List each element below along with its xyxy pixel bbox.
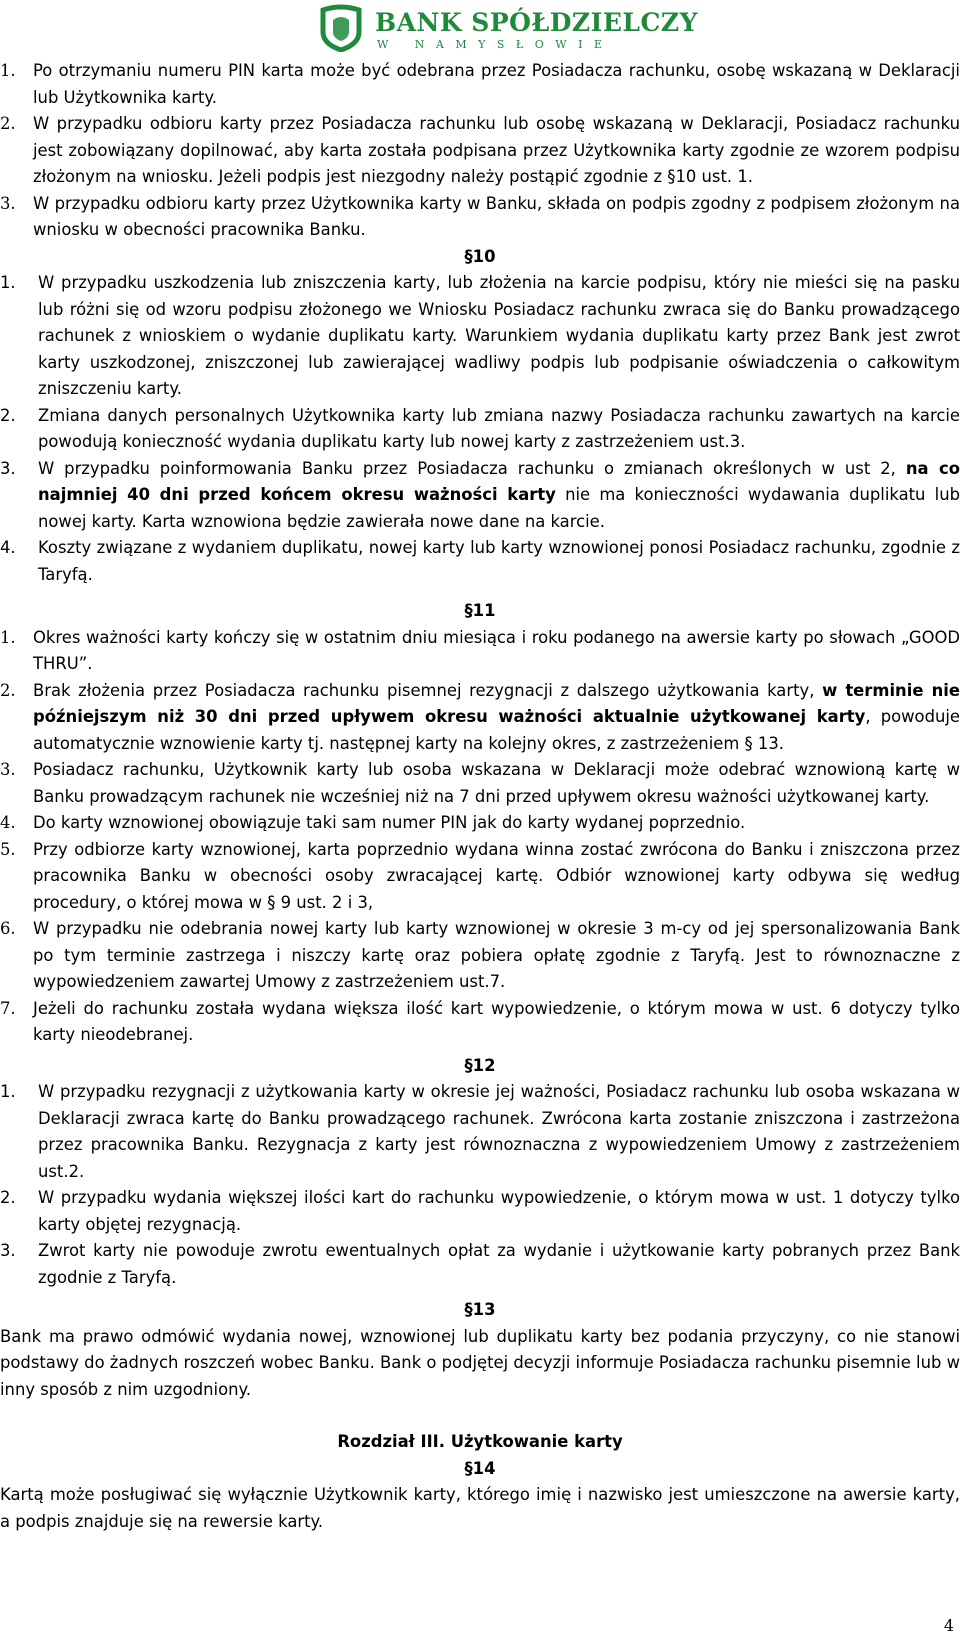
page-header bbox=[0, 0, 960, 58]
item-text: W przypadku odbioru karty przez Posiadacza rachunku lub osobę wskazaną w Deklaracji, Posiadacz rachunku jest zobowiązany dopilnować, aby karta została podpisana przez Użytkownika karty zgodnie ze wzorem podpisu złożonym na wniosku. Jeżeli podpis jest niezgodny należy postąpić zgodnie z §10 ust. 1. bbox=[33, 114, 960, 186]
item-number: 1. bbox=[0, 273, 16, 292]
list-item bbox=[0, 456, 960, 536]
item-text: Brak złożenia przez Posiadacza rachunku pisemnej rezygnacji z dalszego użytkowania karty, bbox=[33, 680, 823, 700]
item-text: Posiadacz rachunku, Użytkownik karty lub osoba wskazana w Deklaracji może odebrać wznowioną kartę w Banku prowadzącym rachunek nie wcześniej niż na 7 dni przed upływem okresu ważności użytkowanej karty. bbox=[33, 760, 960, 806]
item-text: Jeżeli do rachunku została wydana większa ilość kart wypowiedzenie, o którym mowa w ust. 6 dotyczy tylko karty nieodebranej. bbox=[33, 998, 960, 1044]
section-11 bbox=[0, 598, 960, 1049]
item-number: 1. bbox=[0, 61, 16, 80]
bank-emblem-icon bbox=[315, 4, 367, 52]
section-heading: §10 bbox=[464, 246, 496, 266]
list-item bbox=[0, 996, 960, 1049]
item-number: 1. bbox=[0, 627, 16, 647]
section-10 bbox=[0, 244, 960, 589]
item-number: 3. bbox=[0, 760, 16, 779]
list-item bbox=[0, 1079, 960, 1185]
logo-title: BANK SPÓŁDZIELCZY bbox=[375, 8, 698, 37]
list-item bbox=[0, 270, 960, 403]
item-number: 2. bbox=[0, 1188, 16, 1207]
list-item bbox=[0, 916, 960, 996]
section-12 bbox=[0, 1053, 960, 1292]
list-item bbox=[0, 1238, 960, 1291]
list-item bbox=[0, 678, 960, 758]
item-text-bold: w terminie nie późniejszym niż 30 dni przed upływem okresu ważności aktualnie użytkowanej karty bbox=[33, 680, 960, 726]
section-heading: §14 bbox=[464, 1458, 496, 1478]
item-number: 4. bbox=[0, 538, 16, 557]
list-item bbox=[0, 111, 960, 191]
document-body bbox=[0, 58, 960, 1535]
section-heading: §12 bbox=[464, 1055, 496, 1075]
list-item bbox=[0, 757, 960, 810]
section-9-continuation bbox=[0, 58, 960, 244]
item-text: , powoduje automatycznie wznowienie karty tj. następnej karty na kolejny okres, z zastrzeżeniem § 13. bbox=[33, 707, 960, 753]
chapter-heading: Rozdział III. Użytkowanie karty bbox=[337, 1432, 623, 1451]
list-item bbox=[0, 58, 960, 111]
item-number: 3. bbox=[0, 193, 16, 213]
item-text-bold: na co najmniej 40 dni przed końcem okresu ważności karty bbox=[38, 458, 960, 504]
item-number: 4. bbox=[0, 813, 16, 832]
item-number: 3. bbox=[0, 1241, 16, 1260]
item-number: 6. bbox=[0, 919, 16, 938]
paragraph: Bank ma prawo odmówić wydania nowej, wznowionej lub duplikatu karty bez podania przyczyny, co nie stanowi podstawy do żadnych roszczeń wobec Banku. Bank o podjętej decyzji informuje Posiadacza rachunku pisemnie lub w inny sposób z nim uzgodniony. bbox=[0, 1326, 960, 1399]
list-item bbox=[0, 403, 960, 456]
item-number: 7. bbox=[0, 998, 16, 1018]
item-text: Do karty wznowionej obowiązuje taki sam numer PIN jak do karty wydanej poprzednio. bbox=[33, 813, 746, 832]
item-text: W przypadku wydania większej ilości kart do rachunku wypowiedzenie, o którym mowa w ust. 1 dotyczy tylko karty objętej rezygnacją. bbox=[38, 1188, 960, 1234]
list-item bbox=[0, 191, 960, 244]
item-text: Okres ważności karty kończy się w ostatnim dniu miesiąca i roku podanego na awersie karty po słowach „GOOD THRU”. bbox=[33, 627, 960, 673]
item-text: Zwrot karty nie powoduje zwrotu ewentualnych opłat za wydanie i użytkowanie karty pobranych przez Bank zgodnie z Taryfą. bbox=[38, 1241, 960, 1287]
paragraph: Kartą może posługiwać się wyłącznie Użytkownik karty, którego imię i nazwisko jest umieszczone na awersie karty, a podpis znajduje się na rewersie karty. bbox=[0, 1485, 960, 1531]
list-item bbox=[0, 535, 960, 588]
item-number: 1. bbox=[0, 1082, 16, 1101]
item-text: nie ma konieczności wydawania duplikatu lub nowej karty. Karta wznowiona będzie zawierała nowe dane na karcie. bbox=[38, 485, 960, 531]
section-heading: §11 bbox=[464, 601, 496, 620]
item-text: W przypadku odbioru karty przez Użytkownika karty w Banku, składa on podpis zgodny z podpisem złożonym na wniosku w obecności pracownika Banku. bbox=[33, 193, 960, 239]
item-text: W przypadku nie odebrania nowej karty lub karty wznowionej w okresie 3 m-cy od jej spersonalizowania Bank po tym terminie zastrzega i niszczy kartę oraz pobiera opłatę zgodnie z Taryfą. Jest to równoznaczne z wypowiedzeniem zawartej Umowy z zastrzeżeniem ust.7. bbox=[33, 919, 960, 991]
item-text: W przypadku poinformowania Banku przez Posiadacza rachunku o zmianach określonych w ust 2, bbox=[38, 458, 906, 478]
item-number: 2. bbox=[0, 405, 16, 425]
bank-logo bbox=[315, 4, 698, 54]
list-item bbox=[0, 810, 960, 837]
item-number: 3. bbox=[0, 458, 16, 478]
item-number: 5. bbox=[0, 839, 16, 859]
item-text: Koszty związane z wydaniem duplikatu, nowej karty lub karty wznowionej ponosi Posiadacz rachunku, zgodnie z Taryfą. bbox=[38, 538, 960, 584]
section-13 bbox=[0, 1297, 960, 1403]
list-item bbox=[0, 1185, 960, 1238]
item-number: 2. bbox=[0, 114, 16, 133]
section-14 bbox=[0, 1456, 960, 1536]
item-text: Po otrzymaniu numeru PIN karta może być odebrana przez Posiadacza rachunku, osobę wskazaną w Deklaracji lub Użytkownika karty. bbox=[33, 61, 960, 107]
item-number: 2. bbox=[0, 680, 16, 700]
item-text: W przypadku uszkodzenia lub zniszczenia karty, lub złożenia na karcie podpisu, który nie mieści się na pasku lub różni się od wzoru podpisu złożonego we Wniosku Posiadacz rachunku zwraca się do Banku prowadzącego rachunek z wnioskiem o wydanie duplikatu karty. Warunkiem wydania duplikatu karty przez Bank jest zwrot karty uszkodzonej, zniszczonej lub zawierającej wadliwy podpis lub podpisanie oświadczenia o całkowitym zniszczeniu karty. bbox=[38, 273, 960, 398]
logo-subtitle: W NAMYSŁOWIE bbox=[377, 38, 614, 51]
section-heading: §13 bbox=[464, 1300, 496, 1319]
list-item bbox=[0, 837, 960, 917]
item-text: W przypadku rezygnacji z użytkowania karty w okresie jej ważności, Posiadacz rachunku lub osoba wskazana w Deklaracji zwraca kartę do Banku prowadzącego rachunek. Zwrócona karta zostanie zniszczona i zastrzeżona przez pracownika Banku. Rezygnacja z karty jest równoznaczna z wypowiedzeniem Umowy z zastrzeżeniem ust.2. bbox=[38, 1082, 960, 1181]
item-text: Przy odbiorze karty wznowionej, karta poprzednio wydana winna zostać zwrócona do Banku i zniszczona przez pracownika Banku w obecności osoby zwracającej kartę. Odbiór wznowionej karty odbywa się według procedury, o której mowa w § 9 ust. 2 i 3, bbox=[33, 839, 960, 912]
item-text: Zmiana danych personalnych Użytkownika karty lub zmiana nazwy Posiadacza rachunku zawartych na karcie powodują konieczność wydania duplikatu karty lub nowej karty z zastrzeżeniem ust.3. bbox=[38, 405, 960, 451]
list-item bbox=[0, 625, 960, 678]
page-number: 4 bbox=[943, 1616, 954, 1635]
